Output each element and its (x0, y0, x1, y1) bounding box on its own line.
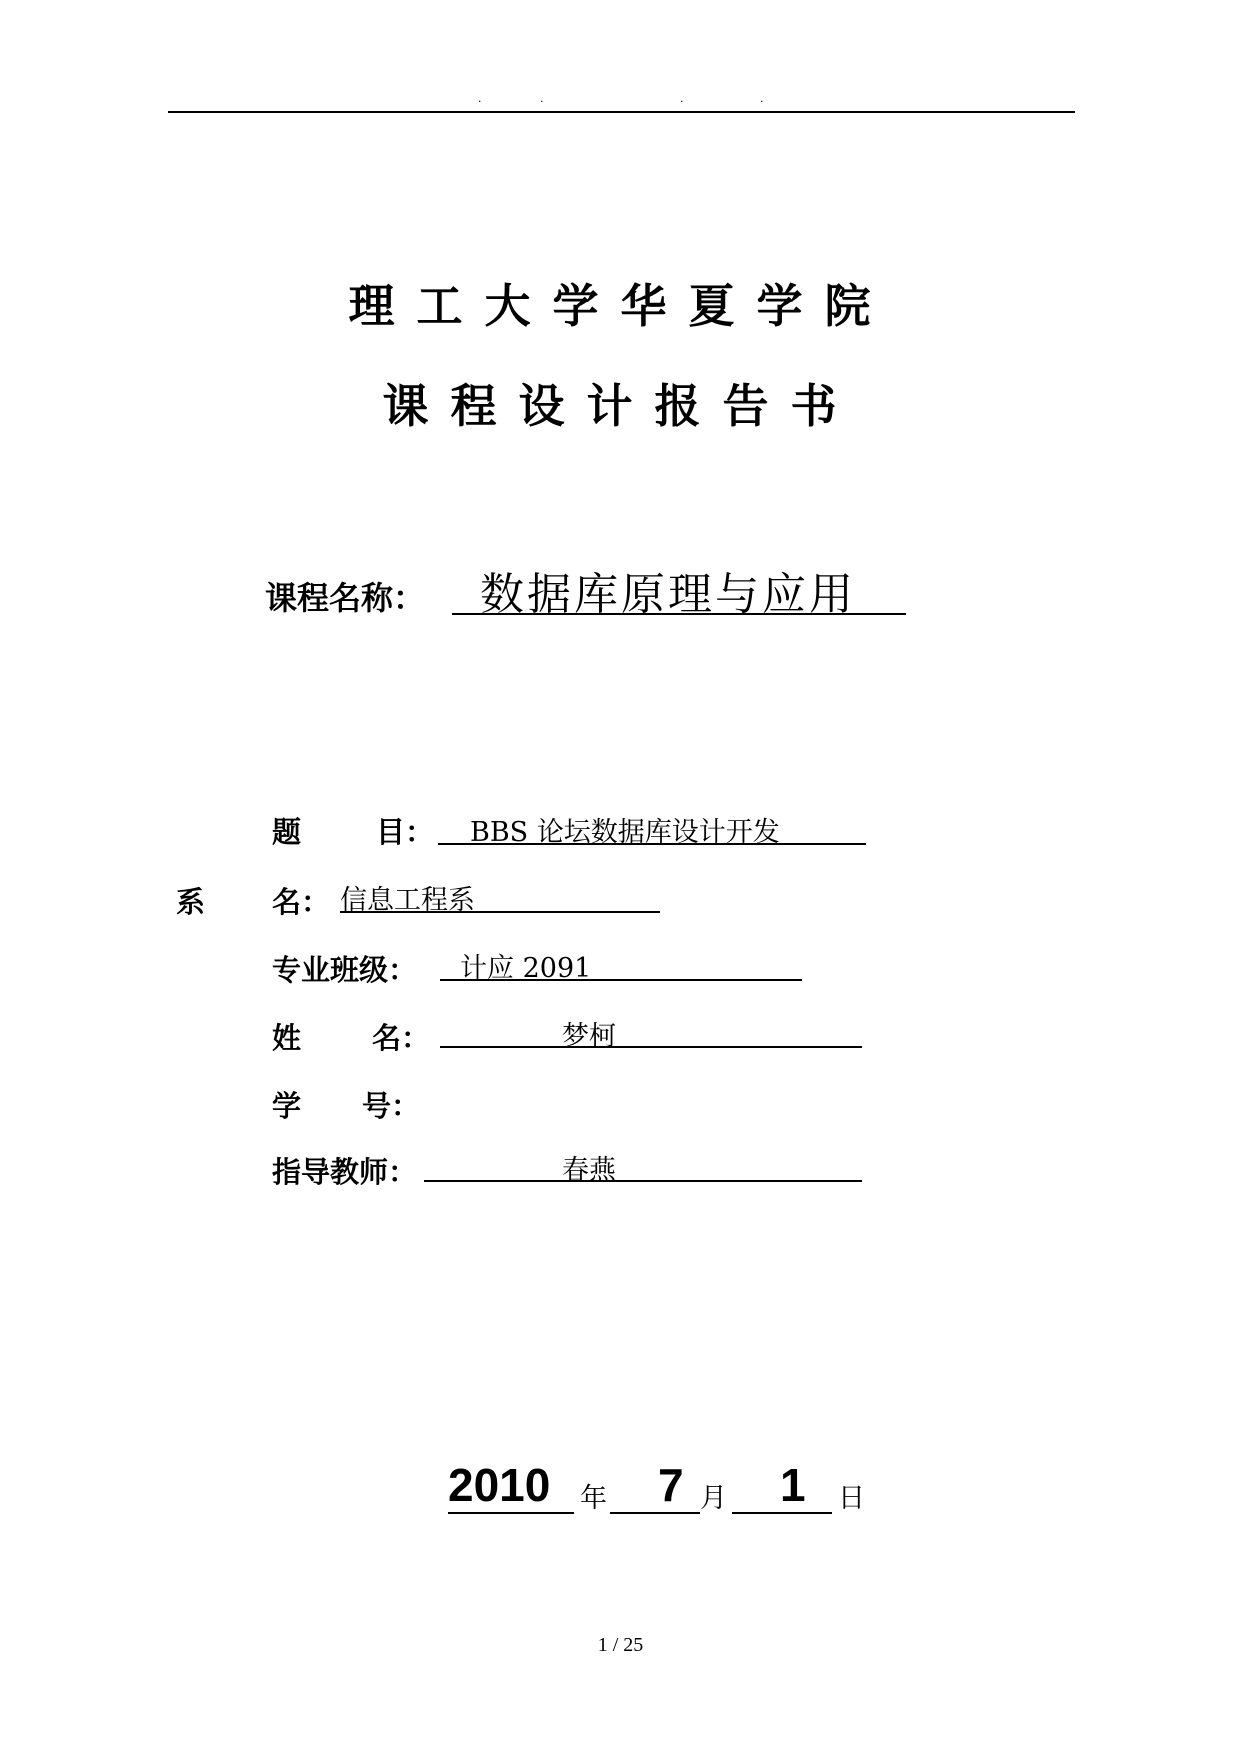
date-year-unit: 年 (580, 1483, 607, 1514)
advisor-value: 春燕 (562, 1155, 616, 1186)
dept-label-a: 系 (176, 885, 206, 919)
major-value: 计应 2091 (460, 953, 592, 984)
header-dot: . (478, 92, 482, 105)
date-day-underline (732, 1512, 832, 1514)
date-month: 7 (658, 1459, 684, 1511)
header-rule (168, 111, 1075, 113)
name-label-a: 姓 (272, 1021, 302, 1055)
date-day-unit: 日 (838, 1483, 865, 1514)
date-month-unit: 月 (700, 1483, 727, 1514)
course-underline (452, 613, 906, 615)
course-label: 课程名称： (265, 579, 426, 617)
topic-label-a: 题 (272, 815, 302, 849)
advisor-label: 指导教师： (272, 1155, 418, 1189)
dept-underline (340, 911, 660, 913)
course-value: 数据库原理与应用 (480, 569, 856, 620)
topic-value: BBS 论坛数据库设计开发 (470, 817, 780, 848)
topic-label-b: 目： (376, 815, 435, 849)
date-year: 2010 (448, 1459, 551, 1511)
date-year-underline (448, 1512, 574, 1514)
name-label-b: 名： (372, 1021, 431, 1055)
dept-value: 信息工程系 (340, 885, 475, 916)
student-id-label-b: 号： (362, 1089, 421, 1123)
date-month-underline (610, 1512, 700, 1514)
header-dot: . (680, 92, 684, 105)
major-underline (440, 979, 802, 981)
name-underline (440, 1046, 862, 1048)
advisor-underline (424, 1180, 862, 1182)
institution-title: 理工大学华夏学院 (348, 279, 893, 333)
topic-underline (438, 843, 866, 845)
header-dot: . (540, 92, 544, 105)
header-dots (470, 92, 770, 108)
student-id-label-a: 学 (272, 1089, 302, 1123)
dept-label-b: 名： (272, 885, 331, 919)
name-value: 梦柯 (562, 1021, 616, 1052)
date-day: 1 (780, 1459, 806, 1511)
page-number: 1 / 25 (597, 1634, 644, 1656)
major-label: 专业班级： (272, 953, 418, 987)
header-dot: . (760, 92, 764, 105)
report-title: 课程设计报告书 (382, 379, 859, 433)
